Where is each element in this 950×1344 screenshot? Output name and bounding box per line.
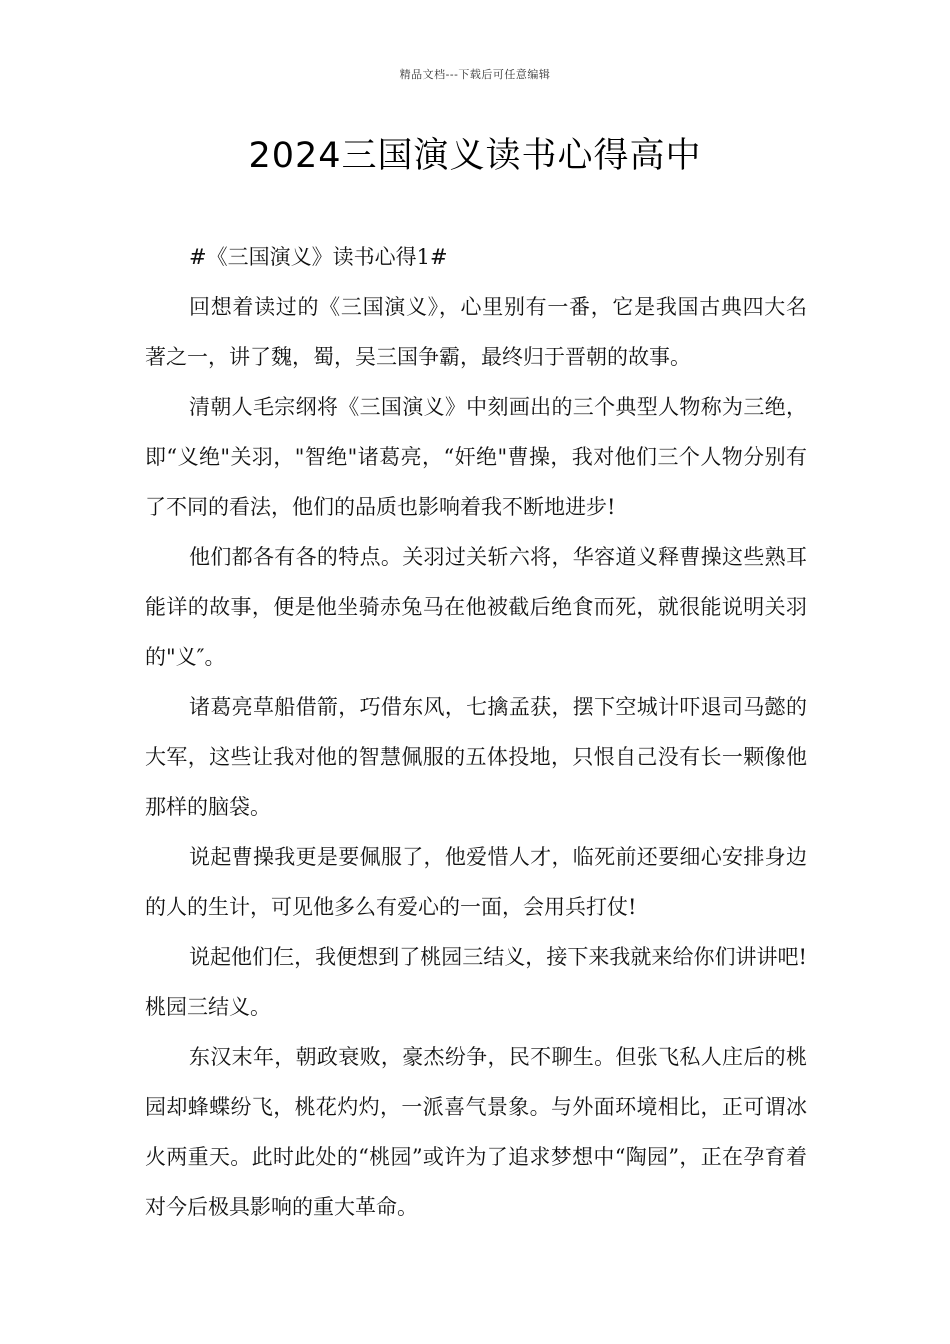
paragraph: 回想着读过的《三国演义》，心里别有一番，它是我国古典四大名著之一，讲了魏，蜀，吴三国争霸，最终归于晋朝的故事。: [145, 295, 807, 369]
paragraph: 说起曹操我更是要佩服了，他爱惜人才，临死前还要细心安排身边的人的生计，可见他多么有爱心的一面，会用兵打仗!: [145, 845, 807, 919]
paragraph: 他们都各有各的特点。关羽过关斩六将，华容道义释曹操这些熟耳能详的故事，便是他坐骑赤兔马在他被截后绝食而死，就很能说明关羽的"义″。: [145, 545, 807, 669]
document-title: 2024三国演义读书心得高中: [248, 136, 702, 176]
header-note: 精品文档---下载后可任意编辑: [399, 68, 551, 81]
paragraph: 诸葛亮草船借箭，巧借东风，七擒孟获，摆下空城计吓退司马懿的大军，这些让我对他的智慧佩服的五体投地，只恨自己没有长一颗像他那样的脑袋。: [145, 695, 807, 819]
paragraph: 说起他们仨，我便想到了桃园三结义，接下来我就来给你们讲讲吧!桃园三结义。: [145, 945, 807, 1019]
paragraph: 清朝人毛宗纲将《三国演义》中刻画出的三个典型人物称为三绝，即“义绝"关羽，"智绝"诸葛亮，“奸绝"曹操，我对他们三个人物分别有了不同的看法，他们的品质也影响着我不断地进步!: [145, 395, 807, 519]
section-heading: #《三国演义》读书心得1#: [189, 245, 448, 269]
paragraph: 东汉末年，朝政衰败，豪杰纷争，民不聊生。但张飞私人庄后的桃园却蜂蝶纷飞，桃花灼灼，一派喜气景象。与外面环境相比，正可谓冰火两重天。此时此处的“桃园”或许为了追求梦想中“陶园”，正在孕育着对今后极具影响的重大革命。: [145, 1045, 807, 1219]
document-body: [145, 232, 807, 1232]
